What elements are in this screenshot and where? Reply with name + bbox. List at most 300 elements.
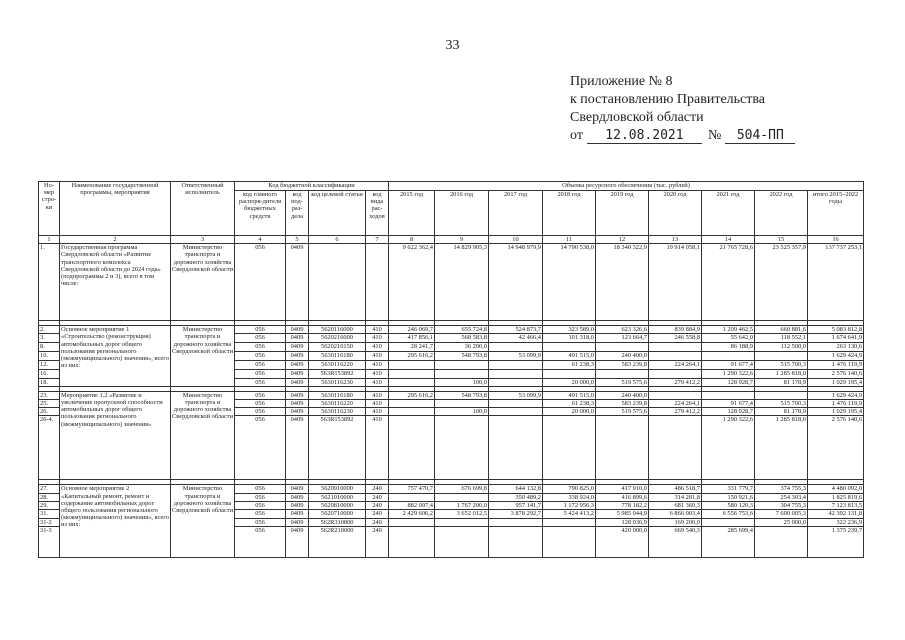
amount-2021: 21 765 728,6 <box>702 244 755 321</box>
column-index: 2 <box>60 236 171 244</box>
row-number: 18. <box>39 378 60 386</box>
amount-2021: 91 677,4 <box>702 400 755 408</box>
section-code: 0409 <box>286 378 309 386</box>
amount-2019 <box>596 369 649 378</box>
amount-2015: 757 470,7 <box>389 485 435 493</box>
grbs-code: 056 <box>235 360 286 369</box>
amount-2015 <box>389 369 435 378</box>
header-year-2015: 2015 год <box>389 191 435 236</box>
amount-2021: 128 928,7 <box>702 378 755 386</box>
target-code: 5620810000 <box>309 501 366 509</box>
amount-2022: 118 552,1 <box>755 334 808 342</box>
amount-2018: 491 515,0 <box>543 351 596 360</box>
amount-2017: 42 466,4 <box>489 334 543 342</box>
amount-2021: 86 188,9 <box>702 342 755 351</box>
amount-2019 <box>596 342 649 351</box>
measure-name: Основное мероприятие 2 «Капитальный ремонт, ремонт и содержание автомобильных дорог общего пользования регионального (межмуниципального) значения», всего из них: <box>60 485 171 558</box>
grbs-code: 056 <box>235 391 286 399</box>
expense-code: 410 <box>366 360 389 369</box>
column-index: 5 <box>286 236 309 244</box>
header-year-2021: 2021 год <box>702 191 755 236</box>
amount-2017: 53 099,9 <box>489 391 543 399</box>
row-number: 23. <box>39 391 60 399</box>
appendix-title: Приложение № 8 <box>570 74 673 89</box>
row-number: 31-3 <box>39 527 60 558</box>
target-code: 562R210000 <box>309 527 366 558</box>
target-code: 5630116230 <box>309 408 366 416</box>
amount-2021: 1 290 322,6 <box>702 416 755 480</box>
header-resource-volumes: Объемы ресурсного обеспечения (тыс. рублей) <box>389 182 864 191</box>
amount-2015: 295 616,2 <box>389 391 435 399</box>
amount-2016 <box>435 416 489 480</box>
amount-total: 42 392 131,8 <box>808 510 864 519</box>
amount-2018 <box>543 527 596 558</box>
amount-2017: 3 878 292,7 <box>489 510 543 519</box>
amount-2018: 338 924,0 <box>543 493 596 501</box>
amount-2015 <box>389 527 435 558</box>
amount-2017 <box>489 400 543 408</box>
amount-2017: 644 132,8 <box>489 485 543 493</box>
amount-2017 <box>489 527 543 558</box>
amount-total: 1 629 424,9 <box>808 391 864 399</box>
amount-2021: 6 556 753,6 <box>702 510 755 519</box>
responsible-executor: Министерство транспорта и дорожного хозяйства Свердловской области <box>171 244 235 321</box>
amount-2021 <box>702 519 755 527</box>
resolution-number: 504-ПП <box>725 129 795 144</box>
header-year-2020: 2020 год <box>649 191 702 236</box>
amount-2018: 61 238,3 <box>543 360 596 369</box>
amount-2022: 660 881,6 <box>755 326 808 334</box>
appendix-region: Свердловской области <box>570 110 704 125</box>
amount-2016: 676 699,8 <box>435 485 489 493</box>
amount-2022: 515 700,3 <box>755 400 808 408</box>
column-index: 4 <box>235 236 286 244</box>
amount-2016: 655 724,8 <box>435 326 489 334</box>
amount-2021: 285 699,4 <box>702 527 755 558</box>
amount-2015 <box>389 400 435 408</box>
amount-2020 <box>649 369 702 378</box>
amount-2021: 55 642,0 <box>702 334 755 342</box>
amount-2019: 519 575,6 <box>596 378 649 386</box>
amount-2016: 36 200,0 <box>435 342 489 351</box>
column-index: 11 <box>543 236 596 244</box>
amount-2017: 524 873,7 <box>489 326 543 334</box>
responsible-executor: Министерство транспорта и дорожного хозяйства Свердловской области <box>171 391 235 480</box>
section-code: 0409 <box>286 334 309 342</box>
amount-2021: 580 120,3 <box>702 501 755 509</box>
amount-2019: 420 000,0 <box>596 527 649 558</box>
amount-2015: 9 622 362,4 <box>389 244 435 321</box>
column-index: 16 <box>808 236 864 244</box>
amount-total: 1 375 239,7 <box>808 527 864 558</box>
amount-2019: 416 899,6 <box>596 493 649 501</box>
column-index: 14 <box>702 236 755 244</box>
amount-total: 137 737 253,1 <box>808 244 864 321</box>
amount-2022 <box>755 391 808 399</box>
row-number: 31-2 <box>39 519 60 527</box>
section-code: 0409 <box>286 519 309 527</box>
amount-total: 263 130,6 <box>808 342 864 351</box>
amount-2020 <box>649 351 702 360</box>
amount-2017 <box>489 408 543 416</box>
grbs-code: 056 <box>235 510 286 519</box>
header-grbs: код главного распоря-дителя бюджетных средств <box>235 191 286 236</box>
header-responsible: Ответственный исполнитель <box>171 182 235 236</box>
amount-2020: 314 281,8 <box>649 493 702 501</box>
target-code: 5620910000 <box>309 485 366 493</box>
section-code: 0409 <box>286 400 309 408</box>
amount-2018 <box>543 416 596 480</box>
expense-code: 410 <box>366 391 389 399</box>
table-row <box>39 244 864 321</box>
amount-2015: 28 241,7 <box>389 342 435 351</box>
grbs-code: 056 <box>235 351 286 360</box>
header-year-2019: 2019 год <box>596 191 649 236</box>
section-code: 0409 <box>286 351 309 360</box>
expense-code: 410 <box>366 342 389 351</box>
amount-2018 <box>543 519 596 527</box>
amount-total: 1 476 119,9 <box>808 360 864 369</box>
target-code: 5630116230 <box>309 378 366 386</box>
amount-2018: 14 790 538,0 <box>543 244 596 321</box>
amount-2020 <box>649 391 702 399</box>
amount-2017 <box>489 416 543 480</box>
amount-2022: 112 500,0 <box>755 342 808 351</box>
page-number: 33 <box>445 38 460 53</box>
amount-2019: 623 326,6 <box>596 326 649 334</box>
expense-code: 410 <box>366 400 389 408</box>
target-code <box>309 244 366 321</box>
row-number: 8. <box>39 342 60 351</box>
amount-2020: 669 540,3 <box>649 527 702 558</box>
target-code: 563R153892 <box>309 369 366 378</box>
amount-2021: 1 209 462,5 <box>702 326 755 334</box>
section-code: 0409 <box>286 416 309 480</box>
amount-2019: 123 664,7 <box>596 334 649 342</box>
grbs-code: 056 <box>235 244 286 321</box>
expense-code: 240 <box>366 527 389 558</box>
header-year-2016: 2016 год <box>435 191 489 236</box>
amount-2019: 240 400,0 <box>596 391 649 399</box>
amount-2017 <box>489 378 543 386</box>
row-number: 3. <box>39 334 60 342</box>
amount-2020: 681 360,3 <box>649 501 702 509</box>
target-code: 5621010000 <box>309 493 366 501</box>
row-number: 26. <box>39 408 60 416</box>
amount-2018: 323 589,0 <box>543 326 596 334</box>
amount-2018: 491 515,0 <box>543 391 596 399</box>
grbs-code: 056 <box>235 501 286 509</box>
amount-2017 <box>489 369 543 378</box>
header-target: код целевой статьи <box>309 191 366 236</box>
grbs-code: 056 <box>235 369 286 378</box>
section-code: 0409 <box>286 527 309 558</box>
amount-2022: 81 178,9 <box>755 408 808 416</box>
header-num: Но-мер стро-ки <box>39 182 60 236</box>
amount-2015: 2 429 606,2 <box>389 510 435 519</box>
column-index: 13 <box>649 236 702 244</box>
amount-2019: 778 182,2 <box>596 501 649 509</box>
amount-total: 1 674 641,9 <box>808 334 864 342</box>
expense-code <box>366 244 389 321</box>
amount-total: 7 123 813,5 <box>808 501 864 509</box>
amount-2017 <box>489 342 543 351</box>
amount-2019: 128 036,9 <box>596 519 649 527</box>
section-code: 0409 <box>286 244 309 321</box>
amount-2015 <box>389 416 435 480</box>
header-budget-classification: Код бюджетной классификации <box>235 182 389 191</box>
column-index: 10 <box>489 236 543 244</box>
amount-2019: 583 239,8 <box>596 360 649 369</box>
amount-2018: 20 000,0 <box>543 408 596 416</box>
amount-2022: 1 285 818,0 <box>755 369 808 378</box>
appendix-signature-line <box>570 127 870 145</box>
amount-2019: 18 340 322,9 <box>596 244 649 321</box>
amount-2022: 254 303,4 <box>755 493 808 501</box>
amount-total: 1 825 819,6 <box>808 493 864 501</box>
amount-2018: 790 825,0 <box>543 485 596 493</box>
row-number: 10. <box>39 351 60 360</box>
amount-2020 <box>649 342 702 351</box>
amount-2022: 7 600 005,3 <box>755 510 808 519</box>
column-index: 15 <box>755 236 808 244</box>
measure-name: Государственная программа Свердловской области «Развитие транспортного комплекса Свердловской области до 2024 года» (подпрограммы 2 и 3), всего в том числе: <box>60 244 171 321</box>
number-label: № <box>707 128 722 143</box>
section-code: 0409 <box>286 369 309 378</box>
amount-2019 <box>596 416 649 480</box>
amount-2016 <box>435 519 489 527</box>
amount-2020: 6 866 003,4 <box>649 510 702 519</box>
grbs-code: 056 <box>235 378 286 386</box>
row-number: 26-4. <box>39 416 60 480</box>
amount-2017: 14 948 979,9 <box>489 244 543 321</box>
appendix-resolution: к постановлению Правительства <box>570 92 766 107</box>
target-code: 563R153892 <box>309 416 366 480</box>
expense-code: 240 <box>366 501 389 509</box>
header-year-2017: 2017 год <box>489 191 543 236</box>
amount-2017: 53 099,9 <box>489 351 543 360</box>
amount-2015 <box>389 493 435 501</box>
table-body <box>39 244 864 558</box>
amount-2022: 1 285 818,0 <box>755 416 808 480</box>
amount-2020: 224 264,1 <box>649 400 702 408</box>
row-number: 1. <box>39 244 60 321</box>
amount-2016: 100,0 <box>435 408 489 416</box>
section-code: 0409 <box>286 501 309 509</box>
amount-2015 <box>389 519 435 527</box>
expense-code: 410 <box>366 378 389 386</box>
grbs-code: 056 <box>235 527 286 558</box>
grbs-code: 056 <box>235 519 286 527</box>
amount-2019: 5 985 044,9 <box>596 510 649 519</box>
amount-2015 <box>389 378 435 386</box>
expense-code: 240 <box>366 493 389 501</box>
target-code: 5630116220 <box>309 360 366 369</box>
amount-2018: 20 000,0 <box>543 378 596 386</box>
amount-2022: 23 525 357,9 <box>755 244 808 321</box>
amount-2016 <box>435 493 489 501</box>
amount-2021: 331 779,7 <box>702 485 755 493</box>
column-index-row <box>39 236 864 244</box>
expense-code: 410 <box>366 351 389 360</box>
grbs-code: 056 <box>235 408 286 416</box>
amount-2017 <box>489 360 543 369</box>
amount-2020: 246 558,8 <box>649 334 702 342</box>
target-code: 5630116220 <box>309 400 366 408</box>
amount-2021: 1 290 322,6 <box>702 369 755 378</box>
amount-2022: 304 755,3 <box>755 501 808 509</box>
amount-2019: 583 239,8 <box>596 400 649 408</box>
amount-2017: 957 141,7 <box>489 501 543 509</box>
amount-2021: 128 928,7 <box>702 408 755 416</box>
column-index: 12 <box>596 236 649 244</box>
expense-code: 410 <box>366 369 389 378</box>
amount-2016: 1 767 200,0 <box>435 501 489 509</box>
amount-2020: 169 200,0 <box>649 519 702 527</box>
amount-2016: 568 583,8 <box>435 334 489 342</box>
amount-2018: 5 424 413,2 <box>543 510 596 519</box>
section-code: 0409 <box>286 360 309 369</box>
amount-2018 <box>543 342 596 351</box>
amount-total: 5 083 812,8 <box>808 326 864 334</box>
grbs-code: 056 <box>235 326 286 334</box>
table-row <box>39 326 864 334</box>
amount-2015 <box>389 360 435 369</box>
amount-2016: 548 793,8 <box>435 351 489 360</box>
header-section: код под-раз-дела <box>286 191 309 236</box>
expense-code: 240 <box>366 510 389 519</box>
amount-2020: 839 884,9 <box>649 326 702 334</box>
amount-total: 2 576 140,6 <box>808 416 864 480</box>
column-index: 3 <box>171 236 235 244</box>
header-total: итого 2015–2022 годы <box>808 191 864 236</box>
table-row <box>39 391 864 399</box>
row-number: 28. <box>39 493 60 501</box>
amount-2016 <box>435 369 489 378</box>
target-code: 5620710000 <box>309 510 366 519</box>
column-index: 7 <box>366 236 389 244</box>
amount-total: 2 576 140,6 <box>808 369 864 378</box>
header-expense: код вида рас-ходов <box>366 191 389 236</box>
section-code: 0409 <box>286 342 309 351</box>
expense-code: 410 <box>366 416 389 480</box>
amount-2021 <box>702 351 755 360</box>
column-index: 9 <box>435 236 489 244</box>
amount-2016: 3 652 012,5 <box>435 510 489 519</box>
grbs-code: 056 <box>235 334 286 342</box>
row-number: 12. <box>39 360 60 369</box>
amount-2022: 515 700,3 <box>755 360 808 369</box>
amount-2020 <box>649 416 702 480</box>
responsible-executor: Министерство транспорта и дорожного хозяйства Свердловской области <box>171 485 235 558</box>
grbs-code: 056 <box>235 342 286 351</box>
amount-total: 1 029 195,4 <box>808 408 864 416</box>
amount-2015: 417 856,1 <box>389 334 435 342</box>
expense-code: 410 <box>366 334 389 342</box>
responsible-executor: Министерство транспорта и дорожного хозяйства Свердловской области <box>171 326 235 387</box>
section-code: 0409 <box>286 510 309 519</box>
amount-2019: 240 400,0 <box>596 351 649 360</box>
appendix-header <box>570 73 870 145</box>
amount-2020: 19 914 058,1 <box>649 244 702 321</box>
amount-2016: 14 829 905,3 <box>435 244 489 321</box>
amount-2017 <box>489 519 543 527</box>
amount-2017: 350 489,2 <box>489 493 543 501</box>
expense-code: 410 <box>366 326 389 334</box>
amount-2016: 548 793,8 <box>435 391 489 399</box>
amount-total: 1 476 119,9 <box>808 400 864 408</box>
target-code: 5620216000 <box>309 334 366 342</box>
column-index: 6 <box>309 236 366 244</box>
amount-2021 <box>702 391 755 399</box>
amount-2021: 150 921,6 <box>702 493 755 501</box>
amount-2019: 519 575,6 <box>596 408 649 416</box>
amount-2018: 101 318,0 <box>543 334 596 342</box>
header-name: Наименование государственной программы, мероприятия <box>60 182 171 236</box>
column-index: 1 <box>39 236 60 244</box>
amount-2022: 81 178,9 <box>755 378 808 386</box>
amount-2015: 295 616,2 <box>389 351 435 360</box>
amount-2020: 224 264,1 <box>649 360 702 369</box>
section-code: 0409 <box>286 326 309 334</box>
amount-2016 <box>435 527 489 558</box>
amount-2016 <box>435 360 489 369</box>
table-row <box>39 485 864 493</box>
target-code: 5620216150 <box>309 342 366 351</box>
amount-total: 1 029 195,4 <box>808 378 864 386</box>
grbs-code: 056 <box>235 416 286 480</box>
section-code: 0409 <box>286 391 309 399</box>
column-index: 8 <box>389 236 435 244</box>
grbs-code: 056 <box>235 485 286 493</box>
section-code: 0409 <box>286 493 309 501</box>
grbs-code: 056 <box>235 493 286 501</box>
target-code: 5630116180 <box>309 351 366 360</box>
amount-total: 322 236,9 <box>808 519 864 527</box>
amount-2022: 25 000,0 <box>755 519 808 527</box>
row-number: 2. <box>39 326 60 334</box>
row-number: 31. <box>39 510 60 519</box>
amount-total: 4 480 092,0 <box>808 485 864 493</box>
row-number: 29. <box>39 501 60 509</box>
amount-2022 <box>755 527 808 558</box>
amount-2020: 486 518,7 <box>649 485 702 493</box>
amount-2016 <box>435 400 489 408</box>
amount-2019: 417 910,0 <box>596 485 649 493</box>
amount-2022 <box>755 351 808 360</box>
resolution-date: 12.08.2021 <box>587 129 702 144</box>
expense-code: 240 <box>366 519 389 527</box>
expense-code: 240 <box>366 485 389 493</box>
section-code: 0409 <box>286 485 309 493</box>
amount-2018 <box>543 369 596 378</box>
row-number: 27. <box>39 485 60 493</box>
target-code: 5620116000 <box>309 326 366 334</box>
amount-2015: 882 097,4 <box>389 501 435 509</box>
row-number: 25. <box>39 400 60 408</box>
resource-table <box>38 181 864 558</box>
target-code: 5630116180 <box>309 391 366 399</box>
section-code: 0409 <box>286 408 309 416</box>
amount-2022: 374 755,3 <box>755 485 808 493</box>
amount-2018: 61 238,3 <box>543 400 596 408</box>
amount-total: 1 629 424,9 <box>808 351 864 360</box>
amount-2020: 279 412,2 <box>649 378 702 386</box>
amount-2016: 100,0 <box>435 378 489 386</box>
measure-name: Мероприятие 1.2 «Развитие и увеличение пропускной способности автомобильных дорог общего пользования регионального (межмуниципального) значения» <box>60 391 171 480</box>
row-number: 16. <box>39 369 60 378</box>
from-label: от <box>570 128 583 143</box>
